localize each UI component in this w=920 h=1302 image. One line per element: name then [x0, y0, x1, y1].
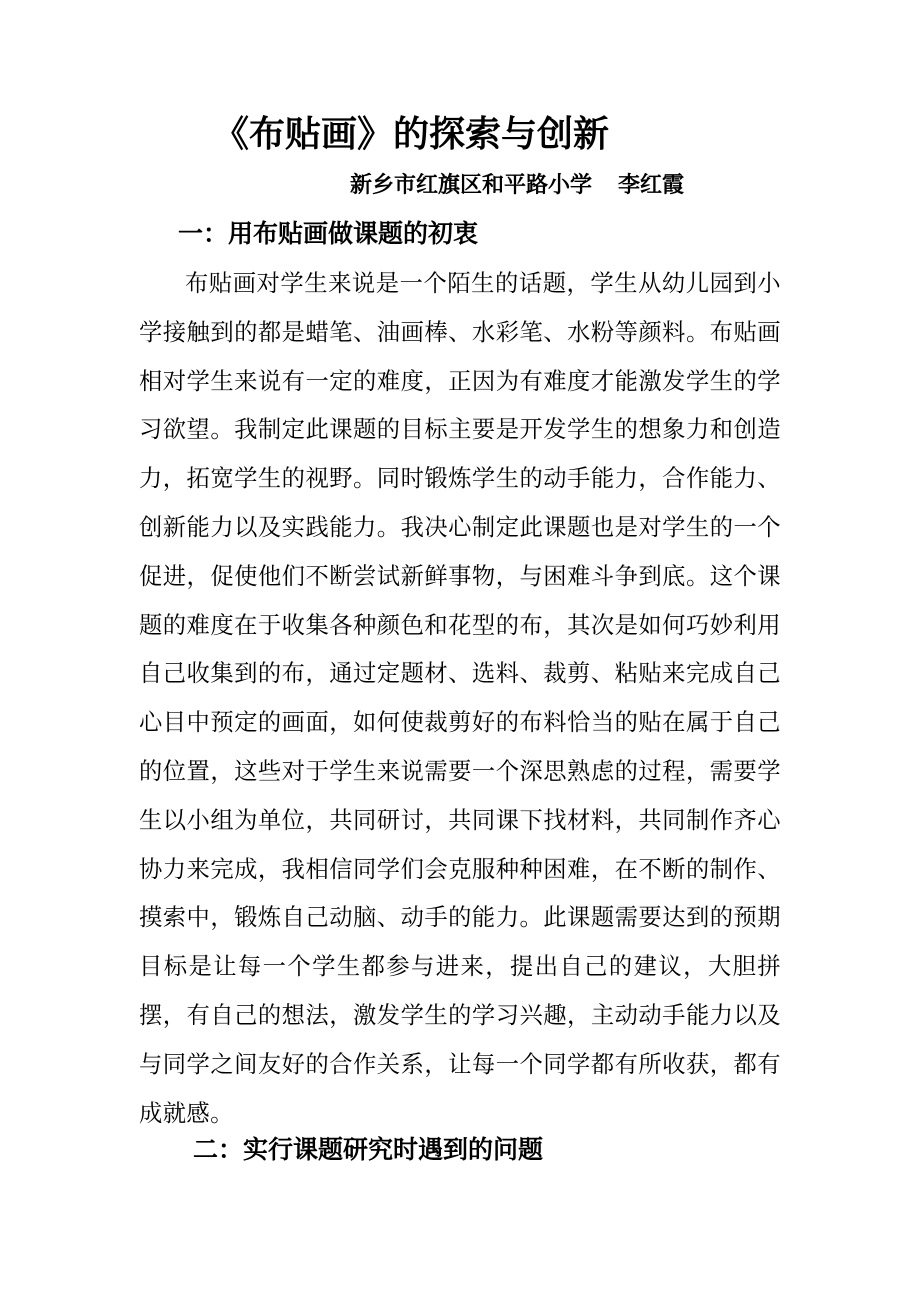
school-name: 新乡市红旗区和平路小学 — [350, 173, 593, 198]
document-title: 《布贴画》的探索与创新 — [213, 114, 610, 155]
section-heading-1: 一：用布贴画做课题的初衷 — [178, 219, 479, 248]
section-heading-2: 二：实行课题研究时遇到的问题 — [193, 1135, 544, 1164]
section-1-paragraph: 布贴画对学生来说是一个陌生的话题，学生从幼儿园到小学接触到的都是蜡笔、油画棒、水彩笔、水粉等颜料。布贴画相对学生来说有一定的难度，正因为有难度才能激发学生的学习欲望。我制定此课题的目标主要是开发学生的想象力和创造力，拓宽学生的视野。同时锻炼学生的动手能力，合作能力、创新能力以及实践能力。我决心制定此课题也是对学生的一个促进，促使他们不断尝试新鲜事物，与困难斗争到底。这个课题的难度在于收集各种颜色和花型的布，其次是如何巧妙利用自己收集到的布，通过定题材、选料、裁剪、粘贴来完成自己心目中预定的画面，如何使裁剪好的布料恰当的贴在属于自己的位置，这些对于学生来说需要一个深思熟虑的过程，需要学生以小组为单位，共同研讨，共同课下找材料，共同制作齐心协力来完成，我相信同学们会克服种种困难，在不断的制作、摸索中，锻炼自己动脑、动手的能力。此课题需要达到的预期目标是让每一个学生都参与进来，提出自己的建议，大胆拼摆，有自己的想法，激发学生的学习兴趣，主动动手能力以及与同学之间友好的合作关系，让每一个同学都有所收获，都有成就感。 — [139, 270, 781, 1127]
author-name: 李红霞 — [618, 173, 685, 198]
byline — [350, 170, 684, 202]
